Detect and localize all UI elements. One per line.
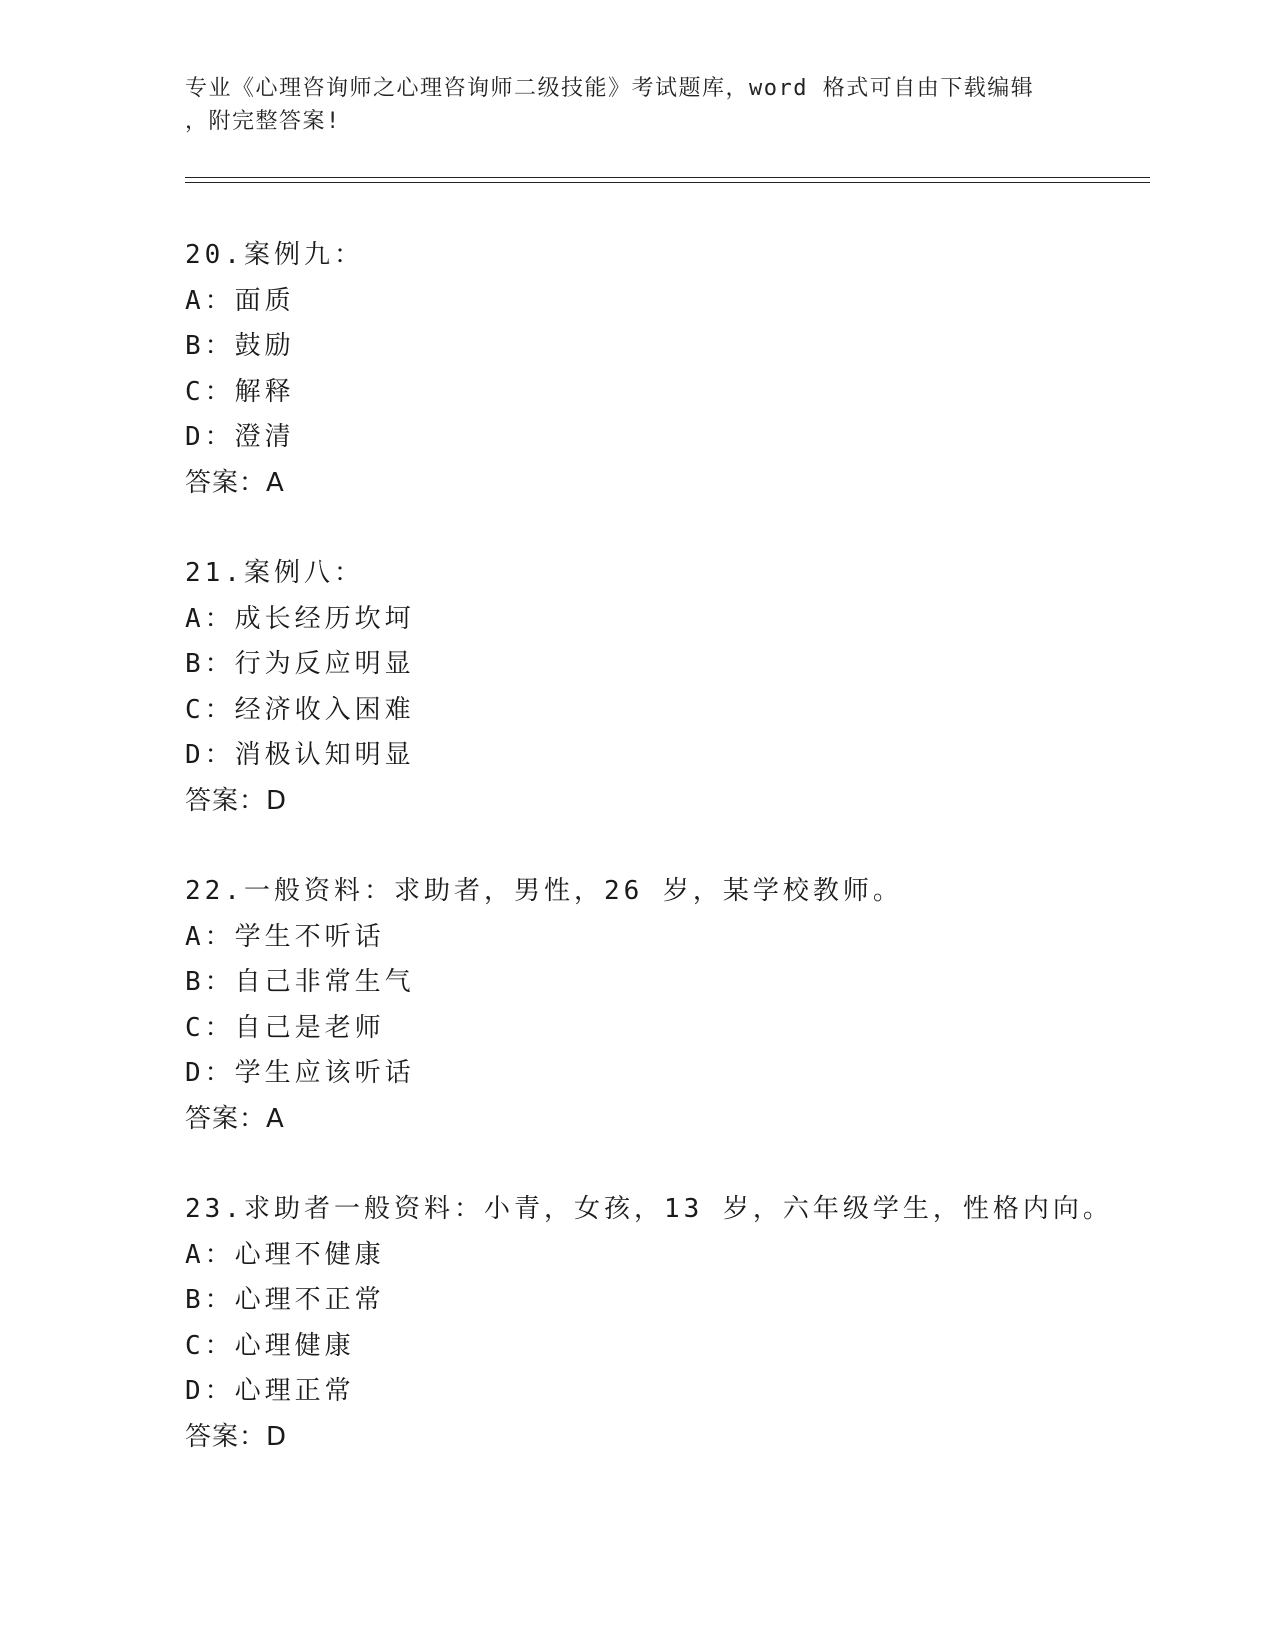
option-d: D：学生应该听话: [185, 1058, 415, 1088]
option-b: B：心理不正常: [185, 1285, 385, 1315]
header-line-2: ，附完整答案!: [185, 109, 341, 134]
document-header: [185, 72, 1085, 138]
question-stem: 20.案例九：: [185, 240, 364, 270]
option-b: B：行为反应明显: [185, 649, 415, 679]
option-c: C：解释: [185, 376, 295, 407]
question-23: [185, 1187, 1145, 1460]
option-a: A：学生不听话: [185, 921, 385, 952]
option-d: D：澄清: [185, 422, 295, 452]
answer-line: 答案：A: [185, 467, 285, 498]
option-b: B：鼓励: [185, 331, 295, 361]
option-d: D：心理正常: [185, 1376, 355, 1406]
question-22: [185, 869, 1145, 1142]
question-stem: 22.一般资料：求助者，男性，26 岁，某学校教师。: [185, 876, 903, 906]
question-stem: 23.求助者一般资料：小青，女孩，13 岁，六年级学生，性格内向。: [185, 1194, 1113, 1224]
question-stem: 21.案例八：: [185, 558, 364, 588]
answer-line: 答案：D: [185, 785, 288, 816]
question-20: [185, 233, 1145, 506]
answer-line: 答案：A: [185, 1103, 285, 1134]
option-a: A：心理不健康: [185, 1239, 385, 1270]
option-c: C：自己是老师: [185, 1012, 385, 1043]
option-d: D：消极认知明显: [185, 740, 415, 770]
answer-line: 答案：D: [185, 1421, 288, 1452]
option-b: B：自己非常生气: [185, 967, 415, 997]
header-line-1: 专业《心理咨询师之心理咨询师二级技能》考试题库，word 格式可自由下载编辑: [185, 76, 1035, 101]
option-a: A：成长经历坎坷: [185, 603, 415, 634]
question-21: [185, 551, 1145, 824]
option-c: C：心理健康: [185, 1330, 355, 1361]
option-a: A：面质: [185, 285, 295, 316]
header-divider-top: [185, 177, 1150, 178]
header-divider-bottom: [185, 182, 1150, 183]
option-c: C：经济收入困难: [185, 694, 415, 725]
